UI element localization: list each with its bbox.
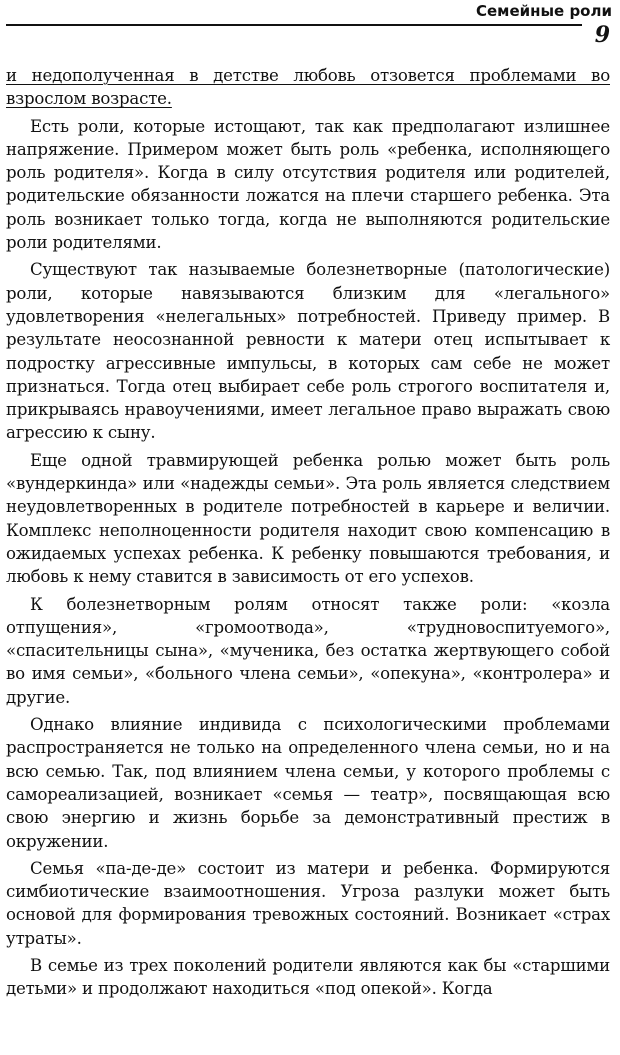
header-rule: [6, 24, 582, 26]
paragraph: Еще одной травмирующей ребенка ролью может быть роль «вундеркинда» или «надежды семьи». Эта роль является следствием неудовлетворенных в родителе потребностей в карьере и величии. Комплекс неполноценности родителя находит свою компенсацию в ожидаемых успехах ребенка. К ребенку повышаются требования, и любовь к нему ставится в зависимость от его успехов.: [6, 450, 610, 587]
running-title: Семейные роли: [476, 2, 612, 20]
paragraph: и недополученная в детстве любовь отзовется проблемами во взрослом возрасте.: [6, 66, 610, 109]
paragraph: Семья «па-де-де» состоит из матери и ребенка. Формируются симбиотические взаимоотношения. Угроза разлуки может быть основой для формирования тревожных состояний. Возникает «страх утраты».: [6, 858, 610, 948]
page-number: 9: [594, 22, 610, 48]
body-text: [6, 64, 610, 1005]
paragraph: Однако влияние индивида с психологическими проблемами распространяется не только на определенного члена семьи, но и на всю семью. Так, под влиянием члена семьи, у которого проблемы с самореализацией, возникает «семья — театр», посвящающая всю свою энергию и жизнь борьбе за демонстративный престиж в окружении.: [6, 715, 610, 851]
paragraph: К болезнетворным ролям относят также роли: «козла отпущения», «громоотвода», «трудновоспитуемого», «спасительницы сына», «мученика, без остатка жертвующего собой во имя семьи», «больного члена семьи», «опекуна», «контролера» и другие.: [6, 594, 610, 707]
paragraph: Существуют так называемые болезнетворные (патологические) роли, которые навязываются близким для «легального» удовлетворения «нелегальных» потребностей. Приведу пример. В результате неосознанной ревности к матери отец испытывает к подростку агрессивные импульсы, в которых сам себе не может признаться. Тогда отец выбирает себе роль строгого воспитателя и, прикрываясь нравоучениями, имеет легальное право выражать свою агрессию к сыну.: [6, 260, 610, 443]
paragraph: В семье из трех поколений родители являются как бы «старшими детьми» и продолжают находиться «под опекой». Когда: [6, 955, 610, 999]
paragraph: Есть роли, которые истощают, так как предполагают излишнее напряжение. Примером может быть роль «ребенка, исполняющего роль родителя». Когда в силу отсутствия родителя или родителей, родительские обязанности ложатся на плечи старшего ребенка. Эта роль возникает только тогда, когда не выполняются родительские роли родителями.: [6, 116, 610, 253]
